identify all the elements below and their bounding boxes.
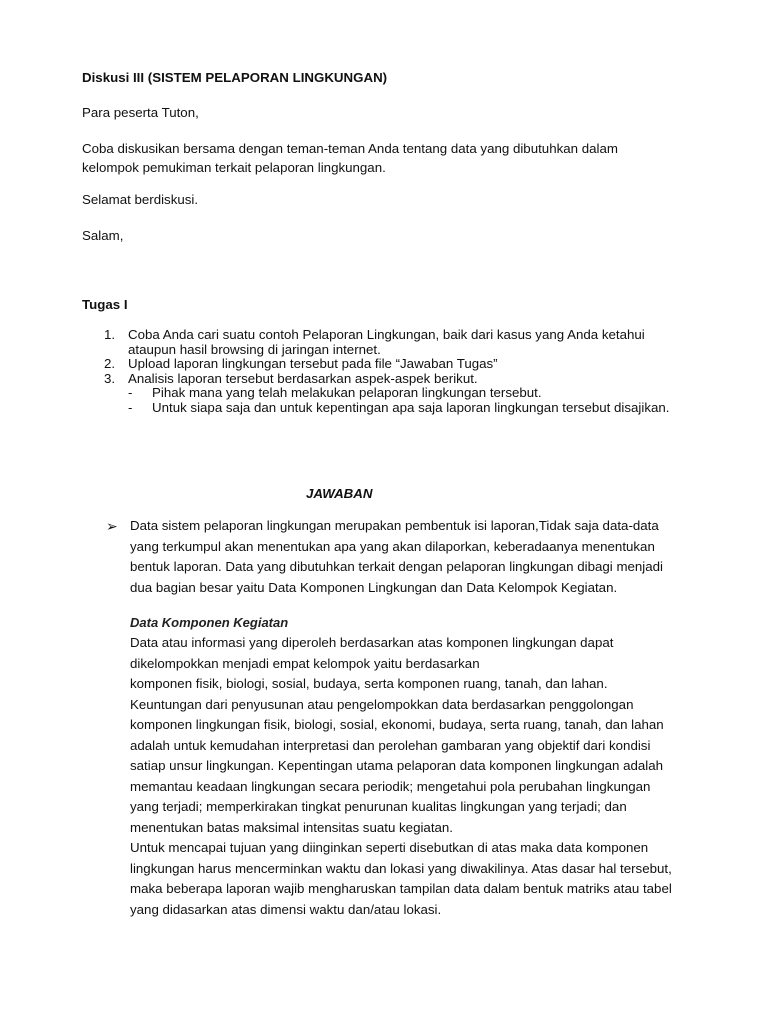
section-line: menentukan batas maksimal intensitas suatu kegiatan.: [130, 819, 454, 835]
subtask-dash: -: [128, 399, 133, 415]
intro-line: kelompok pemukiman terkait pelaporan lingkungan.: [82, 160, 386, 175]
section-heading: Data Komponen Kegiatan: [130, 615, 289, 630]
subtask-item: [82, 401, 722, 416]
task-heading: Tugas I: [82, 297, 128, 312]
section-line: maka beberapa laporan wajib mengharuskan tampilan data dalam bentuk matriks atau tabel: [130, 881, 672, 896]
section-line: adalah untuk kemudahan interpretasi dan perolehan gambaran yang objektif dari kondisi: [130, 737, 651, 753]
intro-line: Coba diskusikan bersama dengan teman-teman Anda tentang data yang dibutuhkan dalam: [82, 141, 618, 156]
section-line: lingkungan harus mencerminkan waktu dan lokasi yang diwakilinya. Atas dasar hal tersebut,: [130, 860, 672, 876]
task-line: ataupun hasil browsing di jaringan internet.: [128, 341, 381, 357]
subtask-dash: -: [128, 385, 133, 400]
section-line: dikelompokkan menjadi empat kelompok yaitu berdasarkan: [130, 655, 480, 671]
arrow-bullet-icon: ➢: [106, 518, 118, 534]
subtask-text: Untuk siapa saja dan untuk kepentingan apa saja laporan lingkungan tersebut disajikan.: [152, 399, 670, 415]
task-line: Upload laporan lingkungan tersebut pada file “Jawaban Tugas”: [128, 356, 498, 371]
answer-line: Data sistem pelaporan lingkungan merupakan pembentuk isi laporan,Tidak saja data-data: [130, 518, 659, 533]
document-title: Diskusi III (SISTEM PELAPORAN LINGKUNGAN): [82, 70, 388, 85]
section-line: Data atau informasi yang diperoleh berdasarkan atas komponen lingkungan dapat: [130, 635, 614, 650]
task-number: 3.: [104, 370, 116, 386]
subtask-item: [82, 386, 722, 401]
answer-heading: JAWABAN: [306, 486, 373, 501]
task-item: [82, 372, 722, 387]
subtask-text: Pihak mana yang telah melakukan pelaporan lingkungan tersebut.: [152, 385, 542, 400]
task-item: [82, 328, 722, 357]
answer-line: yang terkumpul akan menentukan apa yang akan dilaporkan, keberadaanya menentukan: [130, 538, 655, 554]
task-line: Analisis laporan tersebut berdasarkan aspek-aspek berikut.: [128, 370, 478, 386]
task-item: [82, 357, 722, 372]
intro-paragraph: [82, 139, 618, 177]
task-number: 1.: [104, 327, 116, 342]
section-line: Keuntungan dari penyusunan atau pengelompokkan data berdasarkan penggolongan: [130, 696, 634, 712]
salam-text: Salam,: [82, 228, 124, 243]
section-line: yang didasarkan atas dimensi waktu dan/atau lokasi.: [130, 901, 442, 917]
task-line: Coba Anda cari suatu contoh Pelaporan Lingkungan, baik dari kasus yang Anda ketahui: [128, 327, 645, 342]
section-line: Untuk mencapai tujuan yang diinginkan seperti disebutkan di atas maka data komponen: [130, 840, 649, 855]
answer-line: bentuk laporan. Data yang dibutuhkan terkait dengan pelaporan lingkungan dibagi menjadi: [130, 559, 664, 574]
section-line: komponen fisik, biologi, sosial, budaya, serta komponen ruang, tanah, dan lahan.: [130, 676, 608, 691]
section-line: memantau keadaan lingkungan secara periodik; mengetahui pola perubahan lingkungan: [130, 778, 651, 794]
task-number: 2.: [104, 356, 116, 371]
answer-paragraph: [130, 516, 730, 598]
section-line: yang terjadi; memperkirakan tingkat penurunan kualitas lingkungan yang terjadi; dan: [130, 799, 627, 814]
closing-text: Selamat berdiskusi.: [82, 192, 199, 207]
section-paragraph: [130, 633, 730, 920]
task-list: [82, 328, 722, 415]
answer-line: dua bagian besar yaitu Data Komponen Lingkungan dan Data Kelompok Kegiatan.: [130, 579, 618, 595]
section-line: komponen lingkungan fisik, biologi, sosial, ekonomi, budaya, serta ruang, tanah, dan lahan: [130, 717, 664, 732]
greeting: Para peserta Tuton,: [82, 105, 199, 120]
section-line: satiap unsur lingkungan. Kepentingan utama pelaporan data komponen lingkungan adalah: [130, 758, 664, 773]
